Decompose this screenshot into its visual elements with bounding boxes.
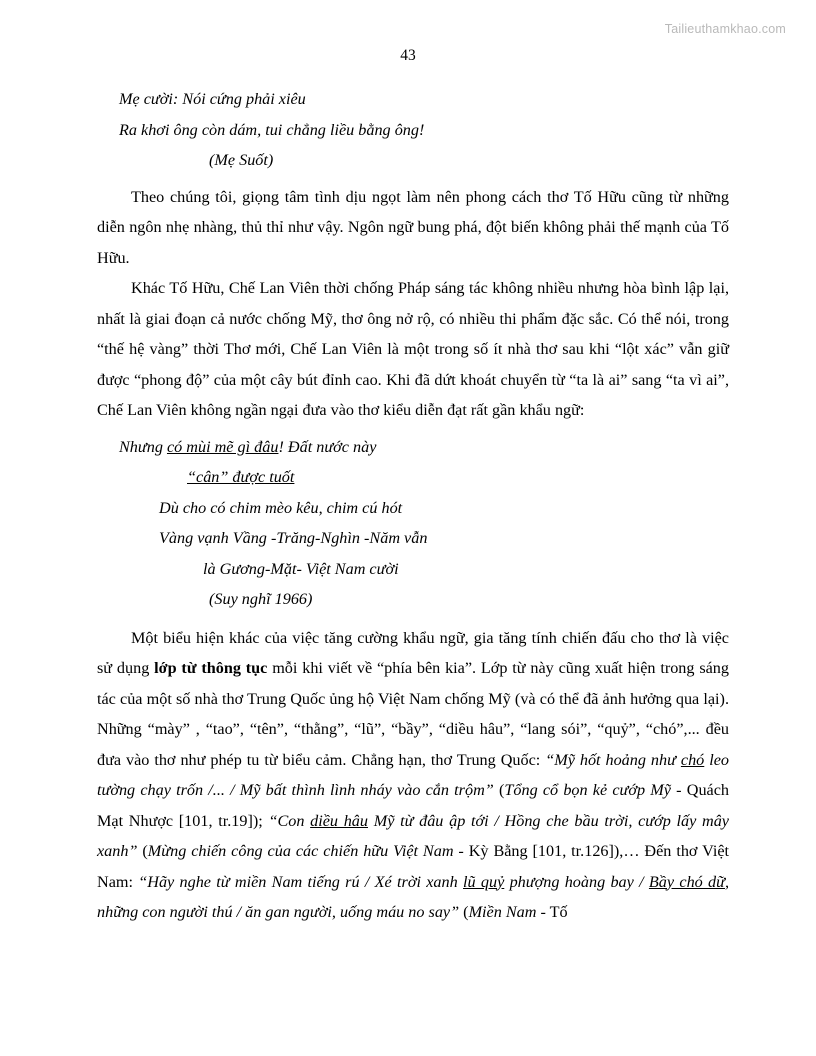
paragraph-text: mỗi khi viết về “phía bên kia”. Lớp từ này cũng xuất hiện trong sáng tác của một số nhà thơ Trung Quốc ủng hộ Việt Nam chống Mỹ (và có thể đã ảnh hưởng qua lại). Những “mày” , “tao”, “tên”, “thằng”, “lũ”, “bầy”, “diều hâu”, “lang sói”, “quỷ”, “chó”,... đều đưa vào thơ như phép tu từ biểu cảm. Chẳng hạn, thơ Trung Quốc: <box>97 659 729 769</box>
citation-title: Miền Nam <box>468 903 537 921</box>
page-number: 43 <box>400 47 416 64</box>
verse-line: Vàng vạnh Vầng -Trăng-Nghìn -Năm vẫn <box>159 529 428 547</box>
verse-text-plain: ! Đất nước này <box>278 437 377 456</box>
quote-underlined: diều hâu <box>310 811 368 830</box>
quote-text: leo tường chạy trốn /... / Mỹ bất thình lình nháy vào cắn trộm” <box>97 750 729 799</box>
body-paragraph: Theo chúng tôi, giọng tâm tình dịu ngọt làm nên phong cách thơ Tố Hữu cũng từ những diễn ngôn nhẹ nhàng, thủ thỉ như vậy. Ngôn ngữ bung phá, đột biến không phải thế mạnh của Tố Hữu. <box>97 187 729 267</box>
watermark-text: Tailieuthamkhao.com <box>664 22 786 36</box>
verse-line: Mẹ cười: Nói cứng phải xiêu <box>119 90 306 108</box>
quote-text: “Hãy nghe từ miền Nam tiếng rú / Xé trời xanh <box>138 872 464 891</box>
quote-text: , những con người thú / ăn gan người, uống máu no say” <box>97 872 730 921</box>
quote-text: Mỹ từ đâu ập tới / Hồng che bầu trời, cướp lấy mây xanh” <box>97 811 729 860</box>
quote-underlined: chó <box>680 750 705 769</box>
quote-text: “Mỹ hốt hoảng như <box>545 750 681 769</box>
verse-source: (Mẹ Suốt) <box>209 151 274 169</box>
verse-text-underlined: có mùi mẽ gì đâu <box>166 437 279 456</box>
citation-text: ( <box>137 842 148 860</box>
citation-text: - Tố <box>536 903 568 921</box>
verse-line: Ra khơi ông còn dám, tui chẳng liều bằng ông! <box>119 120 425 139</box>
body-paragraph: Khác Tố Hữu, Chế Lan Viên thời chống Pháp sáng tác không nhiều nhưng hòa bình lập lại, nhất là giai đoạn cả nước chống Mỹ, thơ ông nở rộ, có nhiều thi phẩm đặc sắc. Có thể nói, trong “thế hệ vàng” thời Thơ mới, Chế Lan Viên là một trong số ít nhà thơ sau khi “lột xác” vẫn giữ được “phong độ” của một cây bút đỉnh cao. Khi đã dứt khoát chuyển từ “ta là ai” sang “ta vì ai”, Chế Lan Viên không ngần ngại đưa vào thơ kiểu diễn đạt rất gần khẩu ngữ: <box>97 279 729 419</box>
citation-text: ( <box>459 903 469 921</box>
verse-line: là Gương-Mặt- Việt Nam cười <box>203 559 399 578</box>
citation-title: Tổng cổ bọn kẻ cướp Mỹ <box>504 781 671 799</box>
verse-source: (Suy nghĩ 1966) <box>209 590 313 608</box>
body-paragraph-rich <box>97 623 729 928</box>
paragraph-text: Một biểu hiện khác của việc tăng cường khẩu ngữ, gia tăng tính chiến đấu cho thơ là việc sử dụng <box>97 628 729 677</box>
spacer <box>97 615 729 623</box>
citation-text: - Kỳ Bằng [101, tr.126]),… Đến thơ Việt Nam: <box>97 842 729 891</box>
citation-text: ( <box>493 781 505 799</box>
verse-line <box>97 462 729 493</box>
verse-line: Dù cho có chim mèo kêu, chim cú hót <box>159 498 403 517</box>
quote-underlined: lũ quỷ <box>463 872 505 891</box>
page-content <box>97 84 729 928</box>
quote-text: “Con <box>268 811 311 830</box>
citation-text: - Quách Mạt Nhược [101, tr.19]); <box>97 781 730 830</box>
verse-text-plain: Nhưng <box>119 437 167 456</box>
bold-phrase: lớp từ thông tục <box>154 659 268 677</box>
citation-title: Mừng chiến công của các chiến hữu Việt Nam <box>147 842 454 860</box>
quote-underlined: Bầy chó dữ <box>648 872 725 891</box>
quote-text: phượng hoàng bay / <box>504 872 649 891</box>
verse-text-underlined: “cân” được tuốt <box>187 468 295 486</box>
verse-line <box>97 432 729 463</box>
